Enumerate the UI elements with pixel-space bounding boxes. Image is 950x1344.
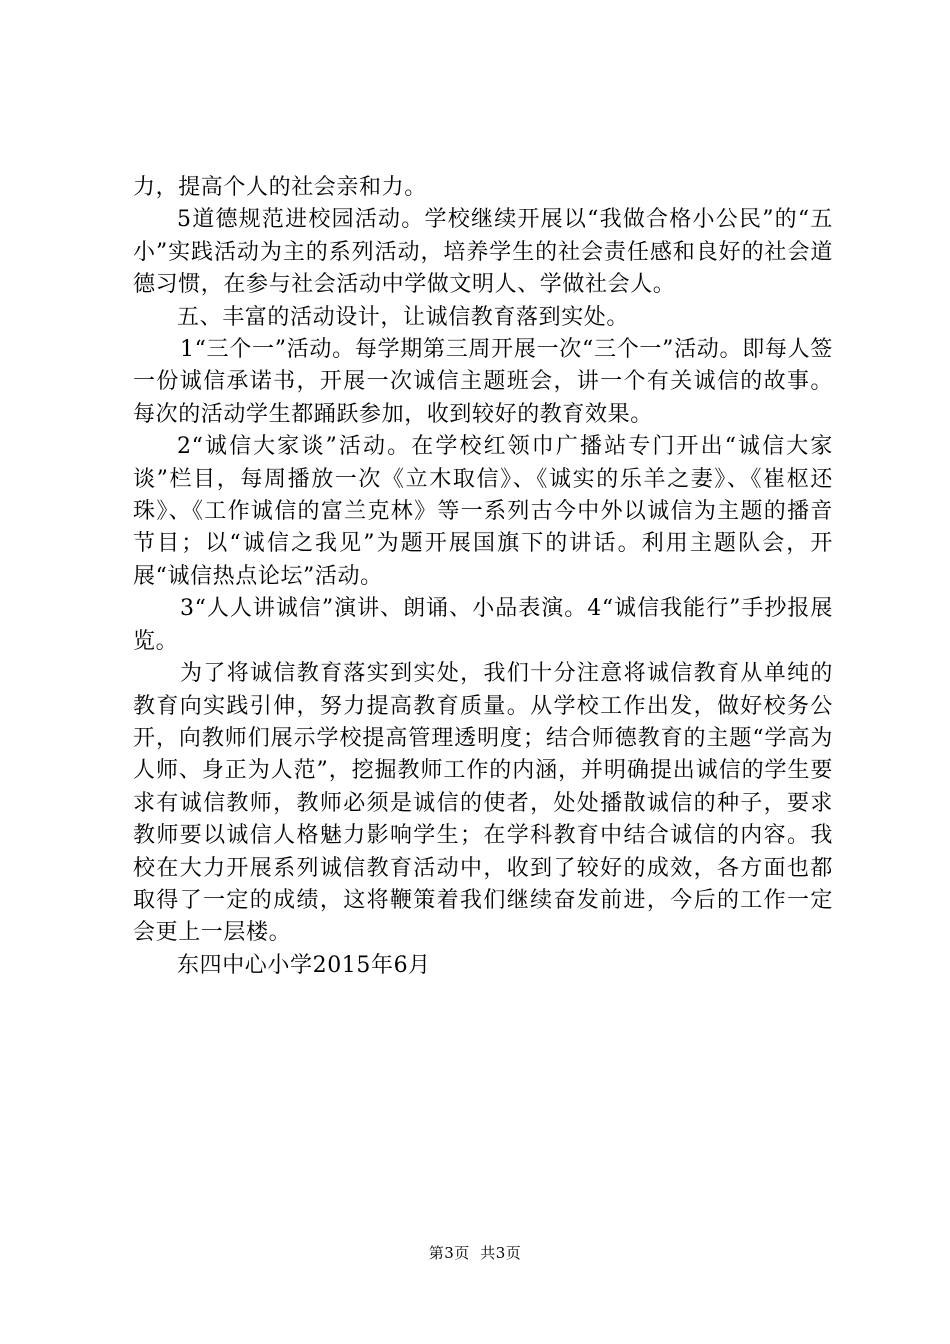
page-number: 第3页 共3页	[428, 1244, 522, 1262]
paragraph-continuation: 力，提高个人的社会亲和力。	[133, 175, 427, 200]
paragraph-speech-exhibit: 3“人人讲诚信”演讲、朗诵、小品表演。4“诚信我能行”手抄报展览。	[133, 596, 833, 654]
paragraph-moral-norms: 5道德规范进校园活动。学校继续开展以“我做合格小公民”的“五小”实践活动为主的系列活动，培养学生的社会责任感和良好的社会道德习惯，在参与社会活动中学做文明人、学做社会人。	[133, 207, 833, 298]
signature-line: 东四中心小学2015年6月	[177, 952, 431, 978]
document-body	[133, 172, 833, 982]
section-heading-five: 五、丰富的活动设计，让诚信教育落到实处。	[177, 304, 630, 330]
paragraph-summary: 为了将诚信教育落实到实处，我们十分注意将诚信教育从单纯的教育向实践引伸，努力提高教育质量。从学校工作出发，做好校务公开，向教师们展示学校提高管理透明度；结合师德教育的主题“学高为人师、身正为人范”，挖掘教师工作的内涵，并明确提出诚信的学生要求有诚信教师，教师必须是诚信的使者，处处播散诚信的种子，要求教师要以诚信人格魅力影响学生；在学科教育中结合诚信的内容。我校在大力开展系列诚信教育活动中，收到了较好的成效，各方面也都取得了一定的成绩，这将鞭策着我们继续奋发前进，今后的工作一定会更上一层楼。	[133, 661, 833, 946]
paragraph-three-ones: 1“三个一”活动。每学期第三周开展一次“三个一”活动。即每人签一份诚信承诺书，开展一次诚信主题班会，讲一个有关诚信的故事。每次的活动学生都踊跃参加，收到较好的教育效果。	[133, 337, 833, 427]
page-footer	[0, 1244, 950, 1262]
paragraph-integrity-talk: 2“诚信大家谈”活动。在学校红领巾广播站专门开出“诚信大家谈”栏目，每周播放一次《立木取信》、《诚实的乐羊之妻》、《崔枢还珠》、《工作诚信的富兰克林》等一系列古今中外以诚信为主题的播音节目；以“诚信之我见”为题开展国旗下的讲话。利用主题队会，开展“诚信热点论坛”活动。	[133, 434, 833, 589]
